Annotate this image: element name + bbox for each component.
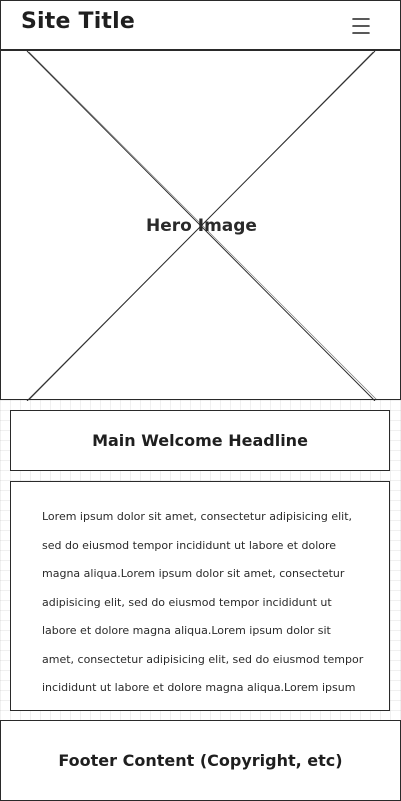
headline-section <box>10 410 390 471</box>
hero-image-label: Hero Image <box>146 216 257 236</box>
body-text-section <box>10 481 390 711</box>
footer-content: Footer Content (Copyright, etc) <box>58 751 343 770</box>
site-footer <box>0 720 401 801</box>
hamburger-menu-icon[interactable] <box>350 16 372 36</box>
main-welcome-headline: Main Welcome Headline <box>92 431 308 450</box>
hero-image <box>0 50 401 400</box>
body-paragraph: Lorem ipsum dolor sit amet, consectetur adipisicing elit, sed do eiusmod tempor incididunt ut labore et dolore magna aliqua.Lorem ipsum dolor sit amet, consectetur adipisicing elit, sed do eiusmod tempor incididunt ut labore et dolore magna aliqua.Lorem ipsum dolor sit amet, consectetur adipisicing elit, sed do eiusmod tempor incididunt ut labore et dolore magna aliqua.Lorem ipsum <box>42 510 364 694</box>
site-header <box>0 0 401 50</box>
site-title[interactable]: Site Title <box>21 9 136 34</box>
